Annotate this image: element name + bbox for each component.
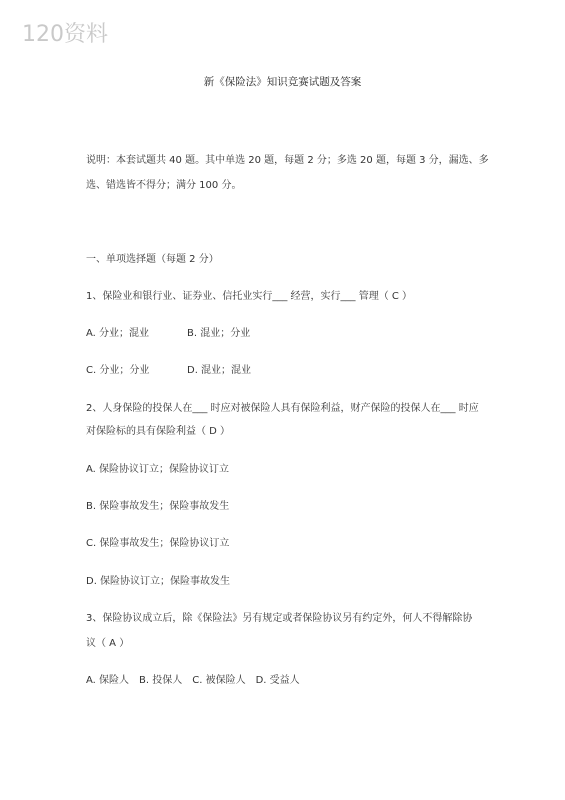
question-1-option-b: B. 混业；分业 xyxy=(187,328,251,339)
question-2-option-b: B. 保险事故发生；保险事故发生 xyxy=(86,501,230,512)
document-title: 新《保险法》知识竞赛试题及答案 xyxy=(203,76,362,88)
question-3-stem-line-2: 议（ A ） xyxy=(86,638,130,649)
question-1-option-c: C. 分业；分业 xyxy=(86,365,150,376)
question-1-stem: 1、保险业和银行业、证券业、信托业实行___ 经营，实行___ 管理（ C ） xyxy=(86,291,413,302)
question-2-option-c: C. 保险事故发生；保险协议订立 xyxy=(86,538,230,549)
section-heading: 一、单项选择题（每题 2 分） xyxy=(86,254,219,265)
watermark-logo: 120资料 xyxy=(22,22,108,47)
question-1-option-a: A. 分业；混业 xyxy=(86,328,150,339)
question-3-stem-line-1: 3、保险协议成立后，除《保险法》另有规定或者保险协议另有约定外，何人不得解除协 xyxy=(86,613,473,624)
question-2-option-a: A. 保险协议订立；保险协议订立 xyxy=(86,464,230,475)
question-3-options: A. 保险人 B. 投保人 C. 被保险人 D. 受益人 xyxy=(86,675,300,686)
question-2-option-d: D. 保险协议订立；保险事故发生 xyxy=(86,576,231,587)
question-2-stem-line-2: 对保险标的具有保险利益（ D ） xyxy=(86,426,231,437)
question-1-option-d: D. 混业；混业 xyxy=(187,365,252,376)
intro-line-1: 说明：本套试题共 40 题。其中单选 20 题，每题 2 分；多选 20 题，每题 3 分，漏选、多 xyxy=(86,155,489,166)
intro-line-2: 选、错选皆不得分；满分 100 分。 xyxy=(86,180,242,191)
question-2-stem-line-1: 2、人身保险的投保人在___ 时应对被保险人具有保险利益，财产保险的投保人在___ 时应 xyxy=(86,403,479,414)
